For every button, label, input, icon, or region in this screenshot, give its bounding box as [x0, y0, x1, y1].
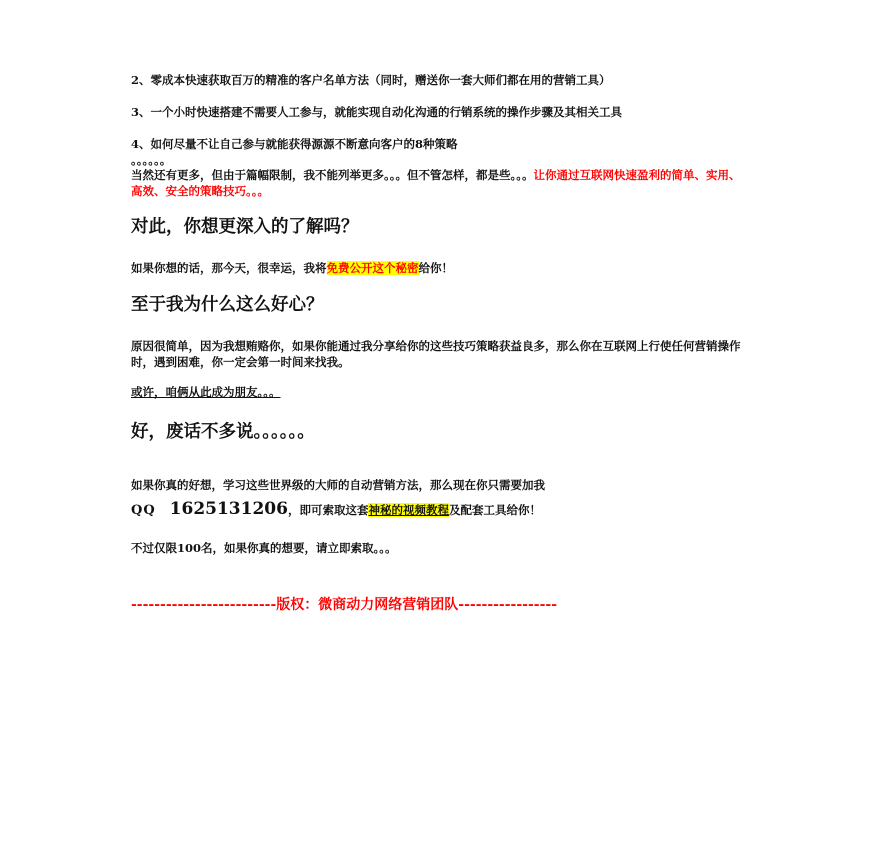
list-item-4: 4、如何尽量不让自己参与就能获得源源不断意向客户的8种策略	[131, 137, 458, 151]
limit-line: 不过仅限100名，如果你真的想要，请立即索取。。。	[131, 541, 397, 555]
heading-enough: 好，废话不多说。。。。。。	[131, 422, 315, 442]
qq-number: 1625131206	[169, 499, 288, 519]
heading-why: 至于我为什么这么好心？	[131, 295, 324, 315]
copyright-footer: -------------------------版权：微商动力网络营销团队-----------------	[131, 597, 558, 613]
qq-line-before: ，即可索取这套	[287, 503, 369, 517]
intro-paragraph	[131, 167, 743, 199]
offer-highlight: 免费公开这个秘密	[326, 261, 419, 275]
heading-understand: 对此，你想更深入的了解吗？	[131, 217, 359, 237]
offer-before: 如果你想的话，那今天，很幸运，我将	[131, 261, 327, 275]
offer-after: 给你！	[418, 261, 453, 275]
intro-text: 当然还有更多，但由于篇幅限制，我不能列举更多。。。但不管怎样，都是些。。。	[131, 168, 534, 182]
list-item-2: 2、零成本快速获取百万的精准的客户名单方法（同时，赠送你一套大师们都在用的营销工具）	[131, 73, 611, 87]
qq-line-after: 及配套工具给你！	[448, 503, 541, 517]
offer-paragraph	[131, 260, 743, 276]
list-ellipsis: 。。。。。。	[131, 153, 172, 167]
qq-label: QQ	[131, 503, 156, 518]
friend-line	[131, 384, 743, 400]
intro-red-text: 让你通过互联网快速盈利的简单、实用、高效、安全的策略技巧。。。	[131, 168, 741, 198]
contact-line: 如果你真的好想，学习这些世界级的大师的自动营销方法，那么现在你只需要加我	[131, 478, 545, 492]
reason-paragraph: 原因很简单，因为我想贿赂你，如果你能通过我分享给你的这些技巧策略获益良多，那么你在互联网上行使任何营销操作时，遇到困难，你一定会第一时间来找我。	[131, 339, 741, 369]
friend-text: 或许，咱俩从此成为朋友。。。	[131, 385, 281, 399]
qq-line	[131, 498, 743, 522]
list-item-3: 3、一个小时快速搭建不需要人工参与，就能实现自动化沟通的行销系统的操作步骤及其相关工具	[131, 105, 622, 119]
video-tutorial-highlight: 神秘的视频教程	[368, 503, 449, 517]
